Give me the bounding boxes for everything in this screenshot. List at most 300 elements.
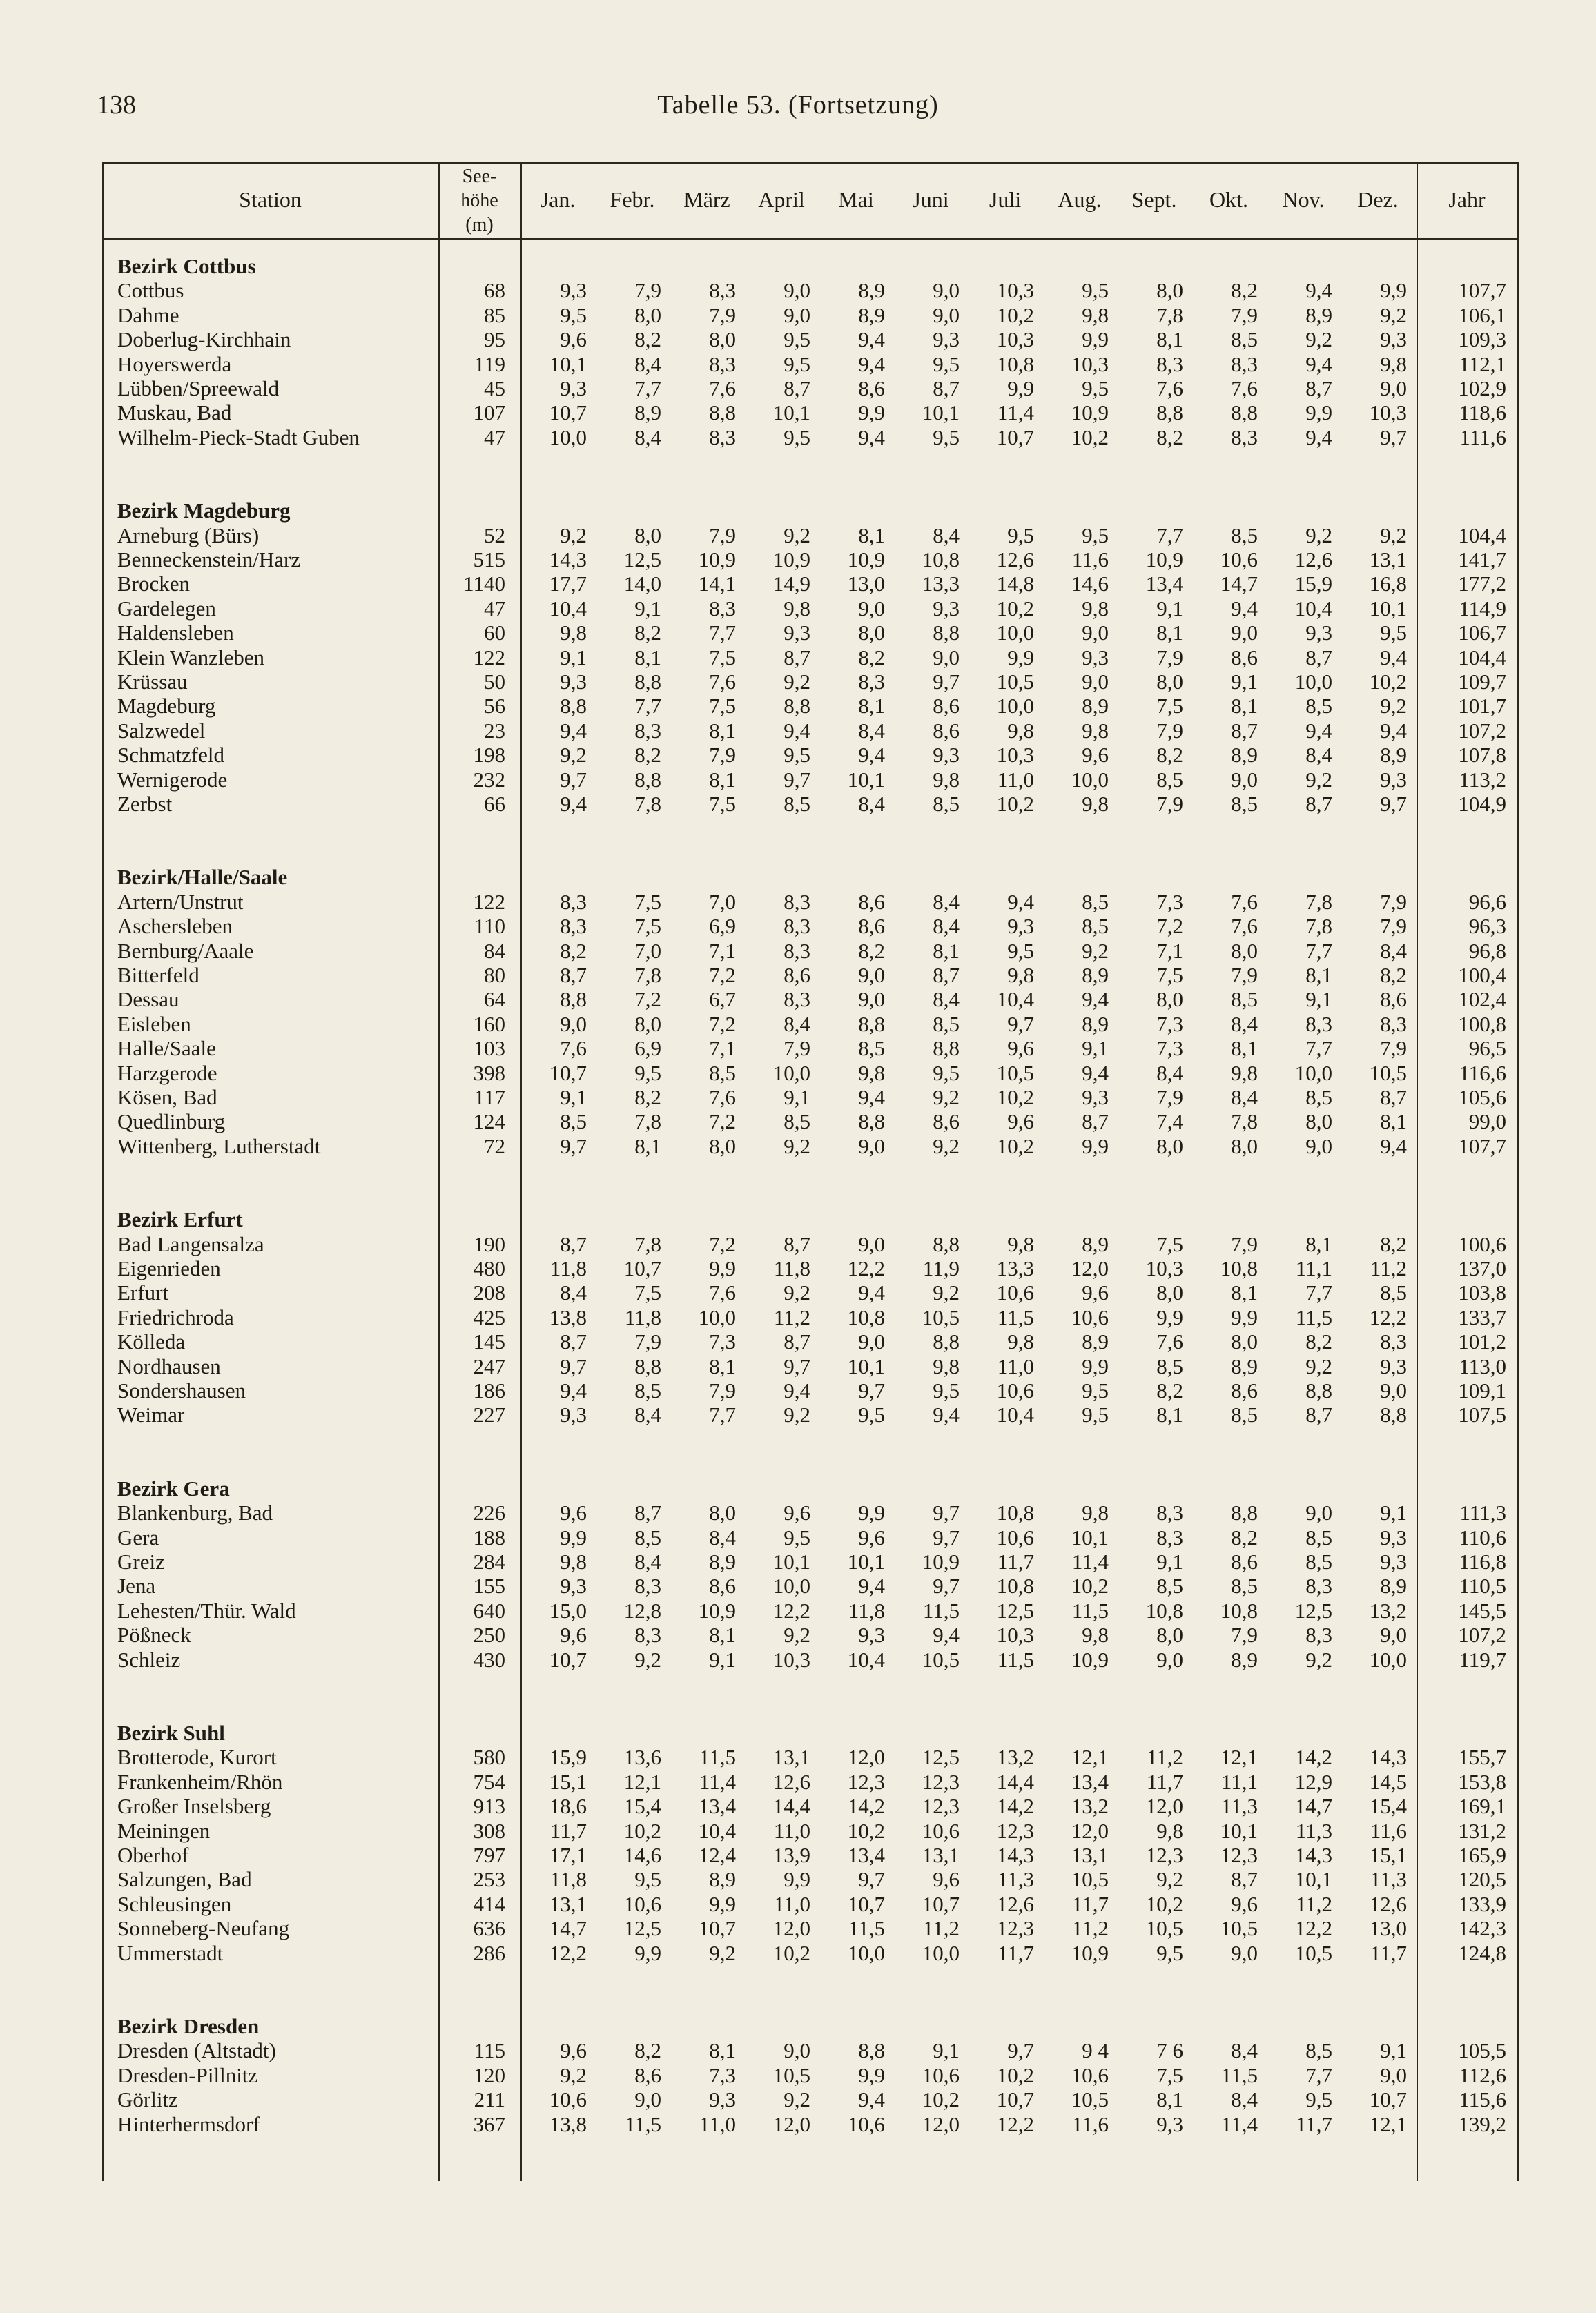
month-value: 8,9	[1082, 1231, 1109, 1256]
month-value: 10,4	[698, 1818, 736, 1843]
month-value: 9,0	[634, 2087, 661, 2112]
table-row	[102, 1061, 1519, 1086]
month-value: 10,2	[1369, 670, 1407, 694]
month-value: 8,1	[1156, 1403, 1183, 1427]
elevation-value: 50	[484, 670, 505, 694]
month-value: 8,2	[560, 938, 587, 963]
month-value: 15,4	[623, 1794, 661, 1819]
month-value: 7,8	[1231, 1109, 1258, 1134]
month-value: 10,8	[996, 351, 1034, 376]
month-value: 8,9	[1231, 1354, 1258, 1378]
month-value: 9,6	[1007, 1109, 1034, 1134]
month-value: 8,9	[1380, 743, 1407, 768]
month-value: 8,2	[634, 743, 661, 768]
month-value: 8,8	[933, 621, 960, 645]
month-value: 10,2	[1071, 1574, 1109, 1599]
station-name: Oberhof	[117, 1843, 189, 1867]
month-value: 9,3	[784, 621, 810, 645]
month-value: 13,1	[1071, 1843, 1109, 1867]
month-value: 10,2	[996, 302, 1034, 327]
month-column-header: Nov.	[1282, 187, 1325, 213]
month-value: 9,0	[1231, 767, 1258, 792]
month-column-header: Juni	[912, 187, 949, 213]
month-value: 9,8	[784, 596, 810, 621]
month-value: 9,4	[933, 1403, 960, 1427]
year-value: 115,6	[1459, 2087, 1506, 2112]
month-value: 11,8	[848, 1598, 885, 1623]
month-value: 7,9	[1156, 645, 1183, 670]
month-value: 10,2	[996, 1133, 1034, 1158]
month-value: 9,5	[858, 1403, 885, 1427]
month-value: 11,4	[1071, 1550, 1109, 1574]
month-value: 8,3	[1305, 1011, 1332, 1036]
month-value: 8,6	[858, 914, 885, 939]
month-value: 10,2	[1071, 424, 1109, 449]
month-value: 10,1	[549, 351, 587, 376]
month-value: 9,2	[560, 523, 587, 547]
month-value: 10,9	[698, 1598, 736, 1623]
table-row	[102, 1648, 1519, 1672]
month-value: 8,3	[560, 914, 587, 939]
month-value: 12,6	[772, 1769, 810, 1794]
month-value: 8,9	[1380, 1574, 1407, 1599]
year-value: 110,6	[1459, 1525, 1506, 1550]
month-value: 7,9	[1380, 1036, 1407, 1061]
table-row	[102, 1941, 1519, 1966]
month-value: 9,0	[858, 1329, 885, 1354]
month-value: 8,0	[1156, 1133, 1183, 1158]
month-value: 9,7	[560, 767, 587, 792]
month-value: 13,4	[847, 1843, 885, 1867]
month-value: 10,6	[847, 2111, 885, 2136]
month-column-header: Mai	[838, 187, 874, 213]
month-value: 12,3	[996, 1818, 1034, 1843]
month-value: 8,0	[634, 523, 661, 547]
station-name: Schmatzfeld	[117, 743, 224, 768]
month-value: 11,8	[549, 1867, 587, 1892]
month-value: 9,2	[1156, 1867, 1183, 1892]
month-value: 10,9	[922, 1550, 960, 1574]
month-value: 9,9	[1380, 278, 1407, 303]
month-value: 8,4	[1380, 938, 1407, 963]
station-name: Schleusingen	[117, 1891, 232, 1916]
elevation-value: 85	[484, 302, 505, 327]
month-value: 10,0	[1294, 670, 1332, 694]
month-value: 12,5	[623, 547, 661, 572]
station-name: Bernburg/Aaale	[117, 938, 254, 963]
station-name: Eisleben	[117, 1011, 191, 1036]
month-value: 8,0	[1156, 670, 1183, 694]
elevation-value: 45	[484, 376, 505, 400]
month-value: 8,4	[784, 1011, 810, 1036]
month-value: 9,6	[560, 2038, 587, 2063]
month-value: 9,0	[1231, 1940, 1258, 1965]
month-value: 9,8	[1082, 302, 1109, 327]
month-value: 15,4	[1369, 1794, 1407, 1819]
month-value: 8,1	[1156, 621, 1183, 645]
table-row	[102, 400, 1519, 425]
month-value: 11,5	[624, 2111, 661, 2136]
month-value: 12,0	[1071, 1256, 1109, 1280]
month-value: 13,0	[847, 572, 885, 596]
month-value: 7,6	[709, 1085, 736, 1109]
year-value: 104,4	[1458, 523, 1506, 547]
month-value: 7,6	[709, 1280, 736, 1305]
station-name: Wittenberg, Lutherstadt	[117, 1133, 321, 1158]
month-value: 9,2	[784, 1403, 810, 1427]
month-value: 8,4	[1231, 1085, 1258, 1109]
month-value: 7,9	[709, 743, 736, 768]
month-value: 9,8	[560, 1550, 587, 1574]
table-row	[102, 425, 1519, 450]
month-value: 7,4	[1156, 1109, 1183, 1134]
month-value: 10,6	[1071, 1305, 1109, 1329]
month-value: 9,8	[933, 767, 960, 792]
month-value: 9,2	[1380, 523, 1407, 547]
elevation-value: 115	[474, 2038, 505, 2063]
month-value: 9,2	[1380, 694, 1407, 719]
elevation-value: 160	[473, 1011, 505, 1036]
month-value: 8,2	[634, 327, 661, 352]
month-value: 11,7	[1370, 1940, 1407, 1965]
month-value: 8,0	[1231, 938, 1258, 963]
month-value: 9,9	[560, 1525, 587, 1550]
month-value: 7,6	[1231, 889, 1258, 914]
year-value: 116,8	[1459, 1550, 1506, 1574]
station-name: Dresden (Altstadt)	[117, 2038, 276, 2063]
month-value: 10,6	[996, 1280, 1034, 1305]
elevation-value: 211	[474, 2087, 505, 2112]
elevation-value: 250	[473, 1623, 505, 1648]
table-row	[102, 1329, 1519, 1354]
station-name: Gardelegen	[117, 596, 216, 621]
month-value: 7,5	[709, 694, 736, 719]
month-value: 8,6	[784, 963, 810, 987]
elevation-value: 198	[473, 743, 505, 768]
month-value: 8,1	[1380, 1109, 1407, 1134]
station-name: Eigenrieden	[117, 1256, 221, 1280]
month-value: 7,7	[1156, 523, 1183, 547]
month-value: 9,5	[1156, 1940, 1183, 1965]
month-value: 8,8	[858, 2038, 885, 2063]
table-row	[102, 1354, 1519, 1379]
month-value: 15,9	[549, 1745, 587, 1770]
station-name: Frankenheim/Rhön	[117, 1769, 283, 1794]
month-value: 10,1	[1369, 596, 1407, 621]
month-value: 9,4	[1380, 718, 1407, 743]
month-value: 8,3	[1380, 1329, 1407, 1354]
month-value: 9,9	[1082, 327, 1109, 352]
month-value: 11,7	[1146, 1769, 1183, 1794]
table-row	[102, 719, 1519, 743]
month-value: 17,1	[549, 1843, 587, 1867]
month-value: 11,4	[997, 400, 1034, 425]
month-value: 10,7	[922, 1891, 960, 1916]
month-value: 8,5	[1231, 1403, 1258, 1427]
month-value: 9,7	[933, 1501, 960, 1525]
month-value: 12,0	[772, 2111, 810, 2136]
month-value: 8,3	[1231, 351, 1258, 376]
month-value: 7,3	[709, 2062, 736, 2087]
month-value: 9,0	[784, 302, 810, 327]
month-value: 14,6	[623, 1843, 661, 1867]
month-value: 9,4	[933, 1623, 960, 1648]
table-row	[102, 987, 1519, 1012]
month-value: 10,0	[1369, 1647, 1407, 1672]
month-value: 8,5	[1156, 767, 1183, 792]
month-value: 9,9	[858, 400, 885, 425]
month-value: 12,5	[922, 1745, 960, 1770]
month-value: 8,6	[1380, 987, 1407, 1012]
month-value: 9,3	[1380, 327, 1407, 352]
month-value: 7,1	[709, 938, 736, 963]
table-row	[102, 2038, 1519, 2063]
month-value: 11,5	[997, 1305, 1034, 1329]
elevation-value: 640	[473, 1598, 505, 1623]
month-value: 14,9	[772, 572, 810, 596]
month-value: 8,5	[933, 792, 960, 816]
station-name: Greiz	[117, 1550, 165, 1574]
month-value: 9,2	[1305, 523, 1332, 547]
month-value: 7,9	[709, 523, 736, 547]
month-value: 9,5	[1007, 523, 1034, 547]
month-value: 8,6	[709, 1574, 736, 1599]
month-value: 10,4	[549, 596, 587, 621]
table-row	[102, 1036, 1519, 1061]
month-value: 7,5	[1156, 694, 1183, 719]
month-value: 8,4	[858, 792, 885, 816]
elevation-value: 117	[474, 1085, 505, 1109]
month-value: 11,6	[1370, 1818, 1407, 1843]
month-value: 9,4	[858, 351, 885, 376]
month-value: 7,5	[634, 914, 661, 939]
month-value: 12,0	[847, 1745, 885, 1770]
elevation-value: 247	[473, 1354, 505, 1378]
station-name: Großer Inselsberg	[117, 1794, 271, 1819]
month-value: 8,5	[1305, 694, 1332, 719]
month-value: 8,6	[1231, 1378, 1258, 1403]
month-value: 10,6	[996, 1378, 1034, 1403]
month-value: 11,7	[1071, 1891, 1109, 1916]
month-value: 9,4	[858, 1085, 885, 1109]
year-value: 100,8	[1458, 1011, 1506, 1036]
station-name: Pößneck	[117, 1623, 191, 1648]
month-value: 10,3	[1071, 351, 1109, 376]
year-value: 120,5	[1458, 1867, 1506, 1892]
year-value: 96,5	[1468, 1036, 1506, 1061]
year-value: 111,3	[1459, 1501, 1506, 1525]
month-value: 8,4	[1305, 743, 1332, 768]
page-header	[0, 90, 1596, 131]
month-value: 9,2	[709, 1940, 736, 1965]
month-value: 12,6	[996, 1891, 1034, 1916]
month-value: 12,3	[996, 1916, 1034, 1941]
month-value: 9,5	[784, 1525, 810, 1550]
month-value: 8,7	[933, 376, 960, 400]
month-value: 9,3	[1156, 2111, 1183, 2136]
month-value: 9,9	[784, 1867, 810, 1892]
month-value: 8,8	[933, 1231, 960, 1256]
month-value: 14,7	[549, 1916, 587, 1941]
table-row	[102, 523, 1519, 548]
month-value: 13,3	[996, 1256, 1034, 1280]
month-value: 13,8	[549, 2111, 587, 2136]
table-row	[102, 1550, 1519, 1574]
year-value: 142,3	[1458, 1916, 1506, 1941]
month-value: 9,2	[1305, 1354, 1332, 1378]
month-value: 9,0	[858, 987, 885, 1012]
station-name: Ummerstadt	[117, 1940, 224, 1965]
month-value: 9,2	[784, 2087, 810, 2112]
month-value: 8,8	[1380, 1403, 1407, 1427]
month-value: 11,4	[1220, 2111, 1258, 2136]
month-value: 9,4	[560, 792, 587, 816]
month-value: 8,5	[709, 1060, 736, 1085]
month-value: 8,1	[858, 694, 885, 719]
month-value: 8,8	[1156, 400, 1183, 425]
month-value: 8,5	[1305, 2038, 1332, 2063]
month-value: 9,2	[1082, 938, 1109, 963]
month-value: 9,4	[784, 718, 810, 743]
year-value: 107,7	[1458, 1133, 1506, 1158]
month-value: 8,5	[1082, 914, 1109, 939]
district-heading-row	[102, 1207, 1519, 1232]
month-value: 8,7	[634, 1501, 661, 1525]
month-value: 9,2	[560, 2062, 587, 2087]
month-value: 10,0	[772, 1060, 810, 1085]
month-value: 8,5	[560, 1109, 587, 1134]
month-value: 8,0	[858, 621, 885, 645]
elevation-value: 110	[474, 914, 505, 939]
month-value: 14,7	[1220, 572, 1258, 596]
elevation-column-header	[438, 162, 520, 238]
month-value: 8,7	[784, 376, 810, 400]
month-value: 7,9	[1231, 302, 1258, 327]
elevation-value: 47	[484, 424, 505, 449]
month-value: 8,7	[784, 1329, 810, 1354]
month-value: 9,4	[1082, 987, 1109, 1012]
month-value: 8,8	[933, 1329, 960, 1354]
month-value: 11,9	[922, 1256, 960, 1280]
month-value: 8,5	[1231, 987, 1258, 1012]
table-row	[102, 1843, 1519, 1868]
table-row	[102, 1256, 1519, 1281]
month-value: 10,0	[847, 1940, 885, 1965]
month-value: 9,8	[1007, 963, 1034, 987]
month-value: 7,0	[634, 938, 661, 963]
table-row	[102, 792, 1519, 817]
year-value: 139,2	[1458, 2111, 1506, 2136]
month-value: 9,2	[933, 1085, 960, 1109]
month-value: 8,5	[933, 1011, 960, 1036]
district-heading-row	[102, 254, 1519, 279]
month-value: 9,8	[1007, 718, 1034, 743]
month-value: 10,9	[847, 547, 885, 572]
year-value: 105,6	[1458, 1085, 1506, 1109]
month-value: 9,5	[1082, 376, 1109, 400]
month-value: 10,0	[996, 621, 1034, 645]
month-value: 11,2	[773, 1305, 810, 1329]
month-value: 7,9	[634, 1329, 661, 1354]
table-body	[102, 247, 1519, 2181]
month-value: 7,9	[1380, 914, 1407, 939]
table-row	[102, 572, 1519, 596]
table-row	[102, 743, 1519, 768]
month-value: 8,5	[1231, 523, 1258, 547]
month-value: 9,7	[933, 1525, 960, 1550]
month-value: 10,7	[698, 1916, 736, 1941]
month-value: 9,8	[1231, 1060, 1258, 1085]
month-value: 10,2	[996, 2062, 1034, 2087]
year-value: 96,3	[1468, 914, 1506, 939]
month-value: 9,1	[709, 1647, 736, 1672]
month-value: 8,6	[933, 718, 960, 743]
year-value: 109,7	[1458, 670, 1506, 694]
month-value: 10,1	[847, 1550, 885, 1574]
month-value: 9,5	[784, 743, 810, 768]
month-value: 8,1	[933, 938, 960, 963]
month-value: 8,1	[709, 767, 736, 792]
month-value: 9,5	[1082, 1403, 1109, 1427]
month-value: 8,2	[858, 938, 885, 963]
table-row	[102, 1867, 1519, 1892]
month-value: 13,3	[922, 572, 960, 596]
table-row	[102, 1378, 1519, 1403]
month-value: 11,3	[1220, 1794, 1258, 1819]
month-value: 9,9	[1156, 1305, 1183, 1329]
month-value: 8,7	[560, 1329, 587, 1354]
month-value: 10,5	[1071, 2087, 1109, 2112]
month-value: 9,6	[560, 1501, 587, 1525]
month-value: 11,4	[699, 1769, 736, 1794]
month-value: 7,8	[634, 792, 661, 816]
month-value: 13,4	[1071, 1769, 1109, 1794]
month-value: 12,1	[1220, 1745, 1258, 1770]
month-column-header: Jan.	[540, 187, 576, 213]
month-value: 9,5	[933, 424, 960, 449]
month-value: 8,0	[1231, 1329, 1258, 1354]
month-value: 8,6	[933, 694, 960, 719]
station-name: Schleiz	[117, 1647, 181, 1672]
month-value: 10,3	[772, 1647, 810, 1672]
month-value: 10,8	[1145, 1598, 1183, 1623]
month-value: 9,8	[1082, 1501, 1109, 1525]
month-value: 10,5	[922, 1647, 960, 1672]
month-value: 9,3	[1082, 1085, 1109, 1109]
elevation-value: 56	[484, 694, 505, 719]
month-value: 10,1	[1220, 1818, 1258, 1843]
month-value: 10,7	[847, 1891, 885, 1916]
month-value: 13,6	[623, 1745, 661, 1770]
month-value: 8,5	[784, 792, 810, 816]
month-value: 8,0	[1305, 1109, 1332, 1134]
month-value: 10,4	[1294, 596, 1332, 621]
month-value: 9,1	[560, 645, 587, 670]
table-row	[102, 1085, 1519, 1110]
month-value: 8,2	[1380, 1231, 1407, 1256]
month-value: 8,0	[1231, 1133, 1258, 1158]
month-value: 15,9	[1294, 572, 1332, 596]
month-value: 8,3	[858, 670, 885, 694]
month-value: 9,9	[1082, 1133, 1109, 1158]
month-value: 9,9	[1305, 400, 1332, 425]
month-value: 8,4	[933, 523, 960, 547]
station-name: Quedlinburg	[117, 1109, 226, 1134]
month-value: 10,1	[922, 400, 960, 425]
year-value: 111,6	[1459, 424, 1506, 449]
month-value: 8,8	[634, 767, 661, 792]
month-value: 8,3	[709, 596, 736, 621]
